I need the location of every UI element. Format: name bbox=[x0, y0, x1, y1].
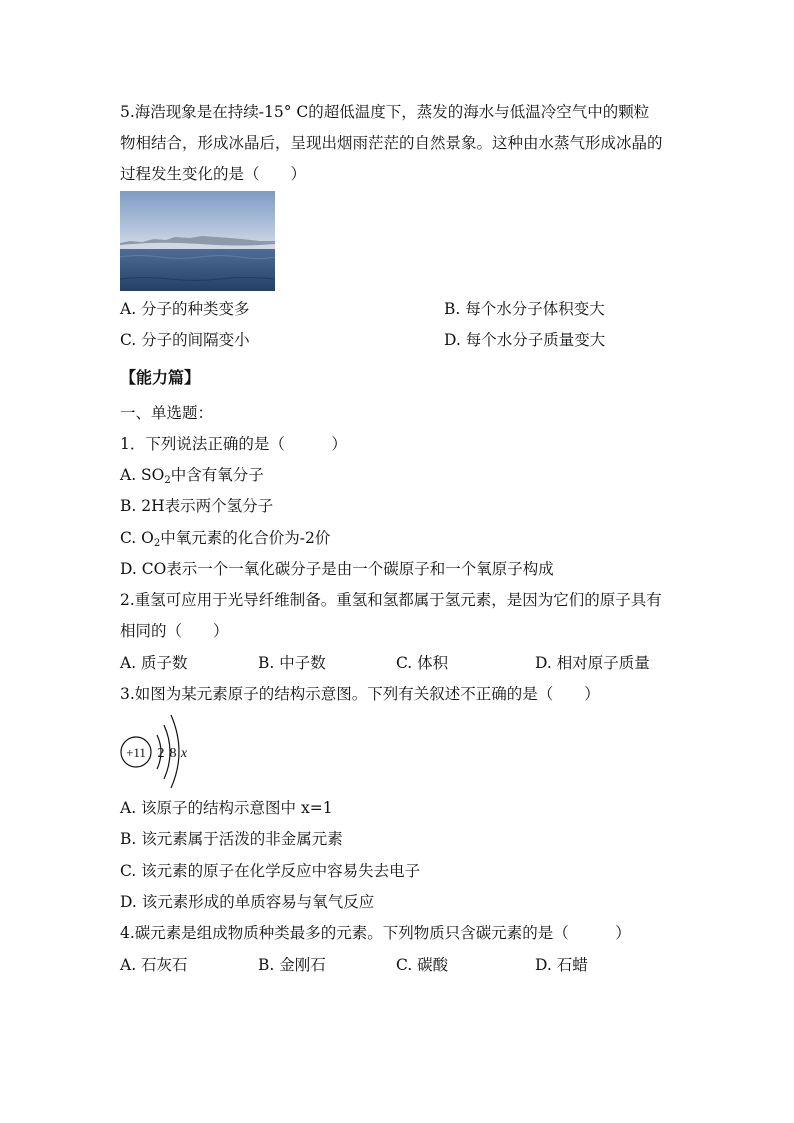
shell-2-electron-count: 8 bbox=[169, 746, 177, 761]
q5-stem-line-2: 物相结合，形成冰晶后，呈现出烟雨茫茫的自然景象。这种由水蒸气形成冰晶的 bbox=[120, 134, 663, 152]
q1-option-a-subscript: 2 bbox=[164, 475, 171, 486]
q1-option-d: D. CO表示一个一氧化碳分子是由一个碳原子和一个氧原子构成 bbox=[120, 560, 554, 578]
q1-option-a-prefix: A. SO bbox=[120, 466, 165, 484]
q2-stem-line-1: 2.重氢可应用于光导纤维制备。重氢和氢都属于氢元素，是因为它们的原子具有 bbox=[120, 591, 662, 609]
q5-option-a: A. 分子的种类变多 bbox=[120, 300, 250, 318]
q3-option-d: D. 该元素形成的单质容易与氧气反应 bbox=[120, 893, 375, 911]
q1-option-a-suffix: 中含有氧分子 bbox=[170, 466, 264, 484]
q3-option-c: C. 该元素的原子在化学反应中容易失去电子 bbox=[120, 862, 421, 880]
q5-stem-line-1: 5.海浩现象是在持续-15° C的超低温度下，蒸发的海水与低温冷空气中的颗粒 bbox=[120, 103, 650, 121]
q3-option-b: B. 该元素属于活泼的非金属元素 bbox=[120, 830, 343, 848]
q1-option-c bbox=[120, 528, 330, 554]
q1-option-a bbox=[120, 465, 264, 491]
atomic-structure-diagram bbox=[120, 707, 200, 789]
q1-option-c-prefix: C. O bbox=[120, 529, 154, 547]
sea-fog-photo bbox=[120, 191, 275, 291]
q3-stem: 3.如图为某元素原子的结构示意图。下列有关叙述不正确的是（ ） bbox=[120, 685, 600, 703]
q5-option-d: D. 每个水分子质量变大 bbox=[444, 331, 606, 349]
shell-1-electron-count: 2 bbox=[157, 746, 165, 761]
q2-option-b: B. 中子数 bbox=[258, 654, 326, 672]
shell-3-electron-count: x bbox=[180, 746, 188, 761]
q1-option-c-subscript: 2 bbox=[153, 538, 161, 549]
q1-stem: 1．下列说法正确的是（ ） bbox=[120, 435, 347, 453]
nucleus-charge-label: +11 bbox=[126, 745, 146, 760]
q4-stem: 4.碳元素是组成物质种类最多的元素。下列物质只含碳元素的是（ ） bbox=[120, 924, 631, 942]
q5-option-b: B. 每个水分子体积变大 bbox=[444, 300, 605, 318]
q2-option-a: A. 质子数 bbox=[120, 654, 188, 672]
q2-option-d: D. 相对原子质量 bbox=[535, 654, 650, 672]
q4-option-c: C. 碳酸 bbox=[396, 956, 449, 974]
q1-option-c-suffix: 中氧元素的化合价为-2价 bbox=[160, 529, 331, 547]
q2-option-c: C. 体积 bbox=[396, 654, 449, 672]
q3-option-a: A. 该原子的结构示意图中 x=1 bbox=[120, 799, 333, 817]
part-title: 一、单选题： bbox=[120, 404, 214, 422]
q5-stem-line-3: 过程发生变化的是（ ） bbox=[120, 165, 307, 183]
q4-option-d: D. 石蜡 bbox=[535, 956, 588, 974]
q1-option-b: B. 2H表示两个氢分子 bbox=[120, 497, 274, 515]
q2-stem-line-2: 相同的（ ） bbox=[120, 622, 229, 640]
q4-option-a: A. 石灰石 bbox=[120, 956, 188, 974]
q4-option-b: B. 金刚石 bbox=[258, 956, 326, 974]
q5-option-c: C. 分子的间隔变小 bbox=[120, 331, 250, 349]
section-title: 【能力篇】 bbox=[120, 368, 201, 387]
